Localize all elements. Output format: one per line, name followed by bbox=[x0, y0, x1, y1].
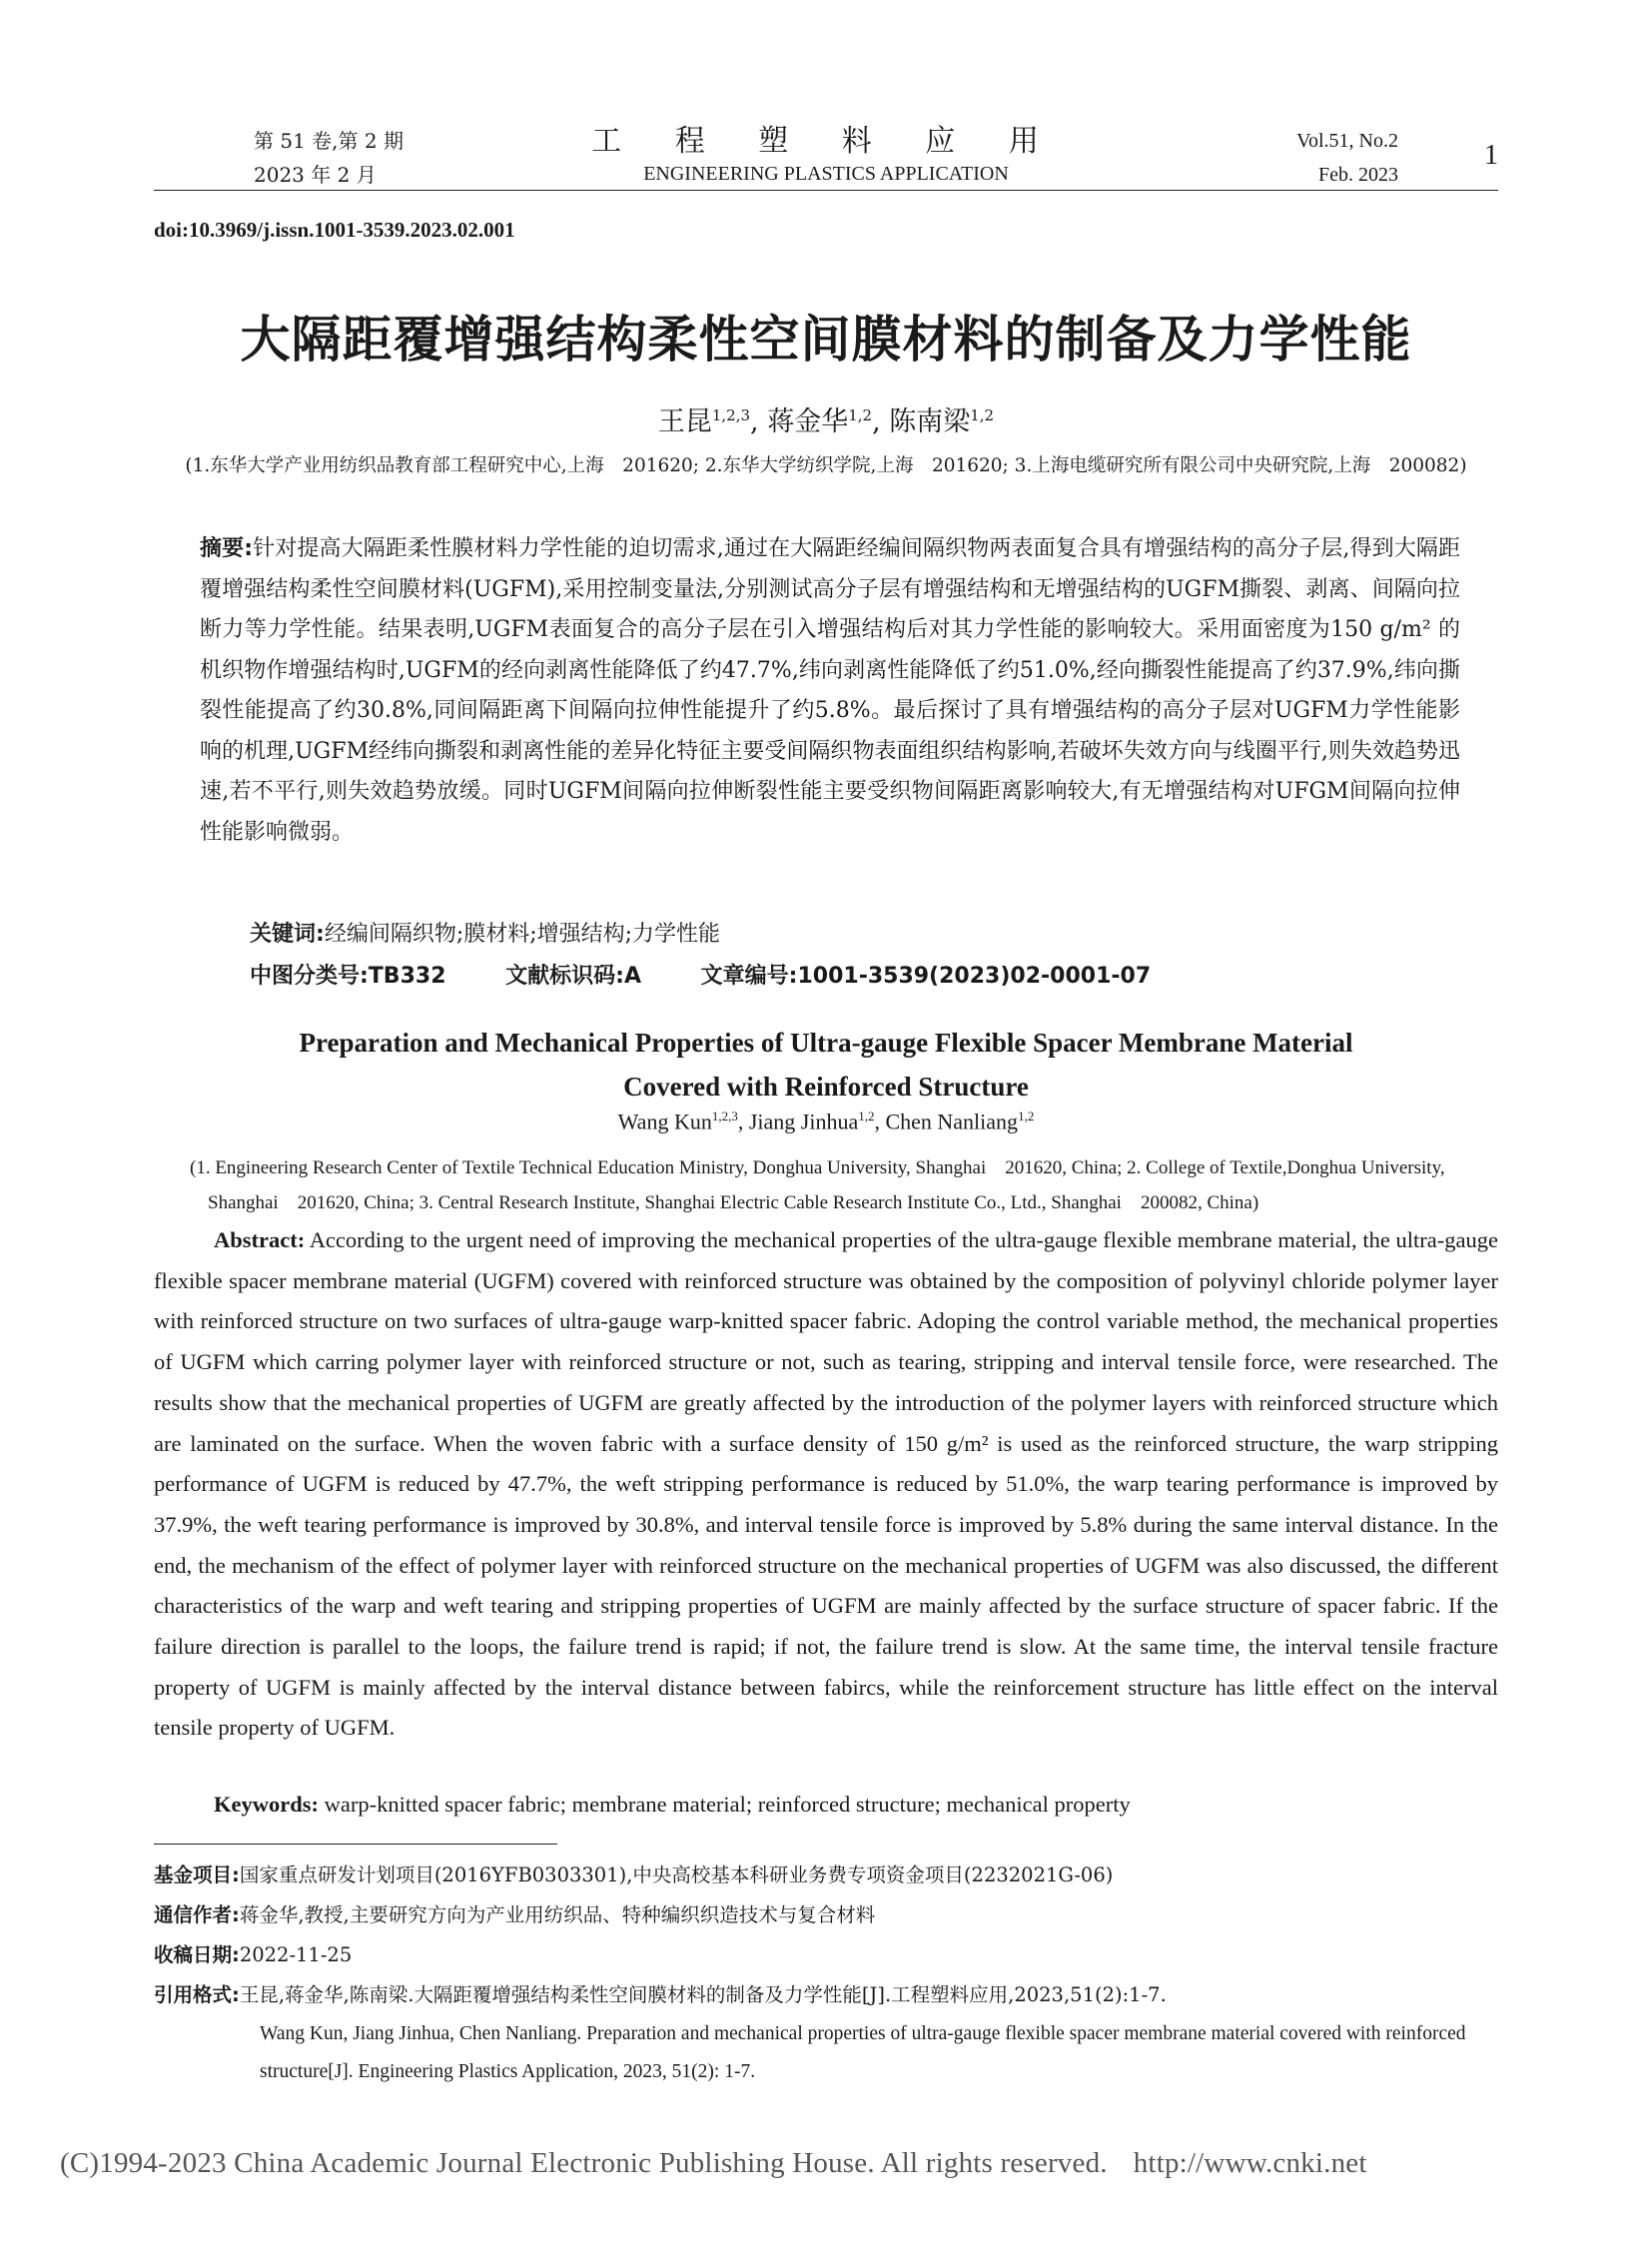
doi[interactable]: doi:10.3969/j.issn.1001-3539.2023.02.001 bbox=[154, 218, 515, 242]
copyright-footer bbox=[60, 2147, 1367, 2180]
classification-line bbox=[250, 959, 1199, 990]
journal-name bbox=[0, 124, 1652, 188]
header-volume-en bbox=[1296, 124, 1398, 192]
author-name: Chen Nanliang bbox=[885, 1109, 1019, 1134]
affiliations-cn: (1.东华大学产业用纺织品教育部工程研究中心,上海 201620; 2.东华大学纺织学院,上海 201620; 3.上海电缆研究所有限公司中央研究院,上海 200082) bbox=[185, 455, 1467, 476]
keywords-cn bbox=[250, 917, 720, 948]
recv-text: 2022-11-25 bbox=[239, 1943, 353, 1966]
recv-label: 收稿日期: bbox=[154, 1943, 240, 1966]
abstract-cn-text: 针对提高大隔距柔性膜材料力学性能的迫切需求,通过在大隔距经编间隔织物两表面复合具有增强结构的高分子层,得到大隔距覆增强结构柔性空间膜材料(UGFM),采用控制变量法,分别测试高分子层有增强结构和无增强结构的UGFM撕裂、剥离、间隔向拉断力等力学性能。结果表明,UGFM表面复合的高分子层在引入增强结构后对其力学性能的影响较大。采用面密度为150 g/m² 的机织物作增强结构时,UGFM的经向剥离性能降低了约47.7%,纬向剥离性能降低了约51.0%,经向撕裂性能提高了约37.9%,纬向撕裂性能提高了约30.8%,同间隔距离下间隔向拉伸性能提升了约5.8%。最后探讨了具有增强结构的高分子层对UGFM力学性能影响的机理,UGFM经纬向撕裂和剥离性能的差异化特征主要受间隔织物表面组织结构影响,若破坏失效方向与线圈平行,则失效趋势迅速,若不平行,则失效趋势放缓。同时UGFM间隔向拉伸断裂性能主要受织物间隔距离影响较大,有无增强结构对UFGM间隔向拉伸性能影响微弱。 bbox=[200, 536, 1460, 845]
title-en-line1: Preparation and Mechanical Properties of Ultra-gauge Flexible Spacer Membrane Material bbox=[299, 1028, 1353, 1058]
date-cn: 2023 年 2 月 bbox=[254, 163, 377, 187]
keywords-en bbox=[214, 1792, 1131, 1818]
author-affil-sup: 1,2,3 bbox=[711, 406, 751, 424]
article-number: 文章编号:1001-3539(2023)02-0001-07 bbox=[700, 964, 1152, 989]
fund-note bbox=[154, 1856, 1498, 1895]
corr-text: 蒋金华,教授,主要研究方向为产业用纺织品、特种编织织造技术与复合材料 bbox=[239, 1903, 876, 1926]
abstract-en bbox=[154, 1220, 1498, 1749]
cite-cn: 王昆,蒋金华,陈南梁.大隔距覆增强结构柔性空间膜材料的制备及力学性能[J].工程塑料应用,2023,51(2):1-7. bbox=[239, 1983, 1167, 2006]
abstract-en-label: Abstract: bbox=[214, 1227, 306, 1252]
title-en-line2: Covered with Reinforced Structure bbox=[623, 1072, 1029, 1102]
abstract-cn-label: 摘要: bbox=[200, 536, 254, 561]
page-number: 1 bbox=[1484, 140, 1498, 171]
cite-label: 引用格式: bbox=[154, 1983, 240, 2006]
abstract-cn bbox=[200, 529, 1460, 853]
document-code: 文献标识码:A bbox=[505, 964, 641, 989]
keywords-en-text: warp-knitted spacer fabric; membrane material; reinforced structure; mechanical property bbox=[324, 1792, 1131, 1817]
authors-cn: 王昆$^{1,2,3}$, 蒋金华$^{1,2}$, 陈南梁$^{1,2}$ bbox=[657, 406, 995, 437]
author-affil-sup: 1,2 bbox=[848, 406, 873, 424]
fund-text: 国家重点研发计划项目(2016YFB0303301),中央高校基本科研业务费专项资金项目(2232021G-06) bbox=[239, 1864, 1114, 1886]
received-date-note bbox=[154, 1935, 1498, 1975]
footnote-rule bbox=[154, 1844, 557, 1845]
article-title-en bbox=[0, 1021, 1652, 1109]
abstract-en-text: According to the urgent need of improving the mechanical properties of the ultra-gauge flexible membrane material, the ultra-gauge flexible spacer membrane material (UGFM) covered with reinforced structure was obtained by the composition of polyvinyl chloride polymer layer with reinforced structure on two surfaces of ultra-gauge warp-knitted spacer fabric. Adoping the control variable method, the mechanical properties of UGFM which carring polymer layer with reinforced structure or not, such as tearing, stripping and interval tensile force, were researched. The results show that the mechanical properties of UGFM are greatly affected by the introduction of the polymer layers with reinforced structure which are laminated on the surface. When the woven fabric with a surface density of 150 g/m² is used as the reinforced structure, the warp stripping performance of UGFM is reduced by 47.7%, the weft stripping performance is reduced by 51.0%, the warp tearing performance is improved by 37.9%, the weft tearing performance is improved by 30.8%, and interval tensile force is improved by 5.8% during the same interval distance. In the end, the mechanism of the effect of polymer layer with reinforced structure on the mechanical properties of UGFM was also discussed, the different characteristics of the warp and weft tearing and stripping properties of UGFM are mainly affected by the surface structure of spacer fabric. If the failure direction is parallel to the loops, the failure trend is rapid; if not, the failure trend is slow. At the same time, the interval tensile fracture property of UGFM is mainly affected by the interval distance between fabircs, while the reinforcement structure has little effect on the interval tensile property of UGFM. bbox=[154, 1227, 1498, 1741]
citation-note bbox=[154, 1975, 1498, 2015]
copyright-text: (C)1994-2023 China Academic Journal Electronic Publishing House. All rights reserved. bbox=[60, 2147, 1108, 2179]
author-name: Wang Kun bbox=[617, 1109, 712, 1134]
author-name: 陈南梁 bbox=[889, 406, 971, 437]
affiliations-en: (1. Engineering Research Center of Textile Technical Education Ministry, Donghua University, Shanghai 201620, China; 2. College of Textile,Donghua University, Shanghai 201620, China; 3. Central Research Institute, Shanghai Electric Cable Research Institute Co., Ltd., Shanghai 200082, China) bbox=[190, 1157, 1445, 1213]
article-title-cn: 大隔距覆增强结构柔性空间膜材料的制备及力学性能 bbox=[240, 311, 1412, 369]
journal-name-cn: 工 程 塑 料 应 用 bbox=[591, 124, 1061, 159]
journal-name-en: ENGINEERING PLASTICS APPLICATION bbox=[643, 163, 1009, 185]
author-affil-sup: 1,2,3 bbox=[711, 1109, 738, 1123]
keywords-en-label: Keywords: bbox=[214, 1792, 319, 1817]
corresponding-author-note bbox=[154, 1895, 1498, 1935]
fund-label: 基金项目: bbox=[154, 1864, 240, 1886]
author-affil-sup: 1,2 bbox=[858, 1109, 875, 1123]
authors-en: Wang Kun$^{1,2,3}$, Jiang Jinhua$^{1,2}$, Chen Nanliang$^{1,2}$ bbox=[617, 1109, 1035, 1134]
footnotes bbox=[154, 1856, 1498, 2091]
author-name: 蒋金华 bbox=[767, 406, 849, 437]
volume-en: Vol.51, No.2 bbox=[1296, 130, 1398, 152]
author-affil-sup: 1,2 bbox=[1018, 1109, 1035, 1123]
corr-label: 通信作者: bbox=[154, 1903, 240, 1926]
cnki-link[interactable]: http://www.cnki.net bbox=[1133, 2147, 1367, 2179]
clc-number: 中图分类号:TB332 bbox=[250, 964, 446, 989]
author-name: Jiang Jinhua bbox=[748, 1109, 859, 1134]
keywords-cn-label: 关键词: bbox=[250, 922, 325, 947]
author-affil-sup: 1,2 bbox=[970, 406, 995, 424]
volume-cn: 第 51 卷,第 2 期 bbox=[254, 129, 404, 153]
keywords-cn-text: 经编间隔织物;膜材料;增强结构;力学性能 bbox=[324, 922, 721, 947]
date-en: Feb. 2023 bbox=[1318, 164, 1398, 186]
cite-en: Wang Kun, Jiang Jinhua, Chen Nanliang. Preparation and mechanical properties of ultra-gauge flexible spacer membrane material covered with reinforced structure[J]. Engineering Plastics Application, 2023, 51(2): 1-7. bbox=[260, 2023, 1466, 2082]
author-name: 王昆 bbox=[657, 406, 712, 437]
header-rule bbox=[154, 190, 1498, 191]
